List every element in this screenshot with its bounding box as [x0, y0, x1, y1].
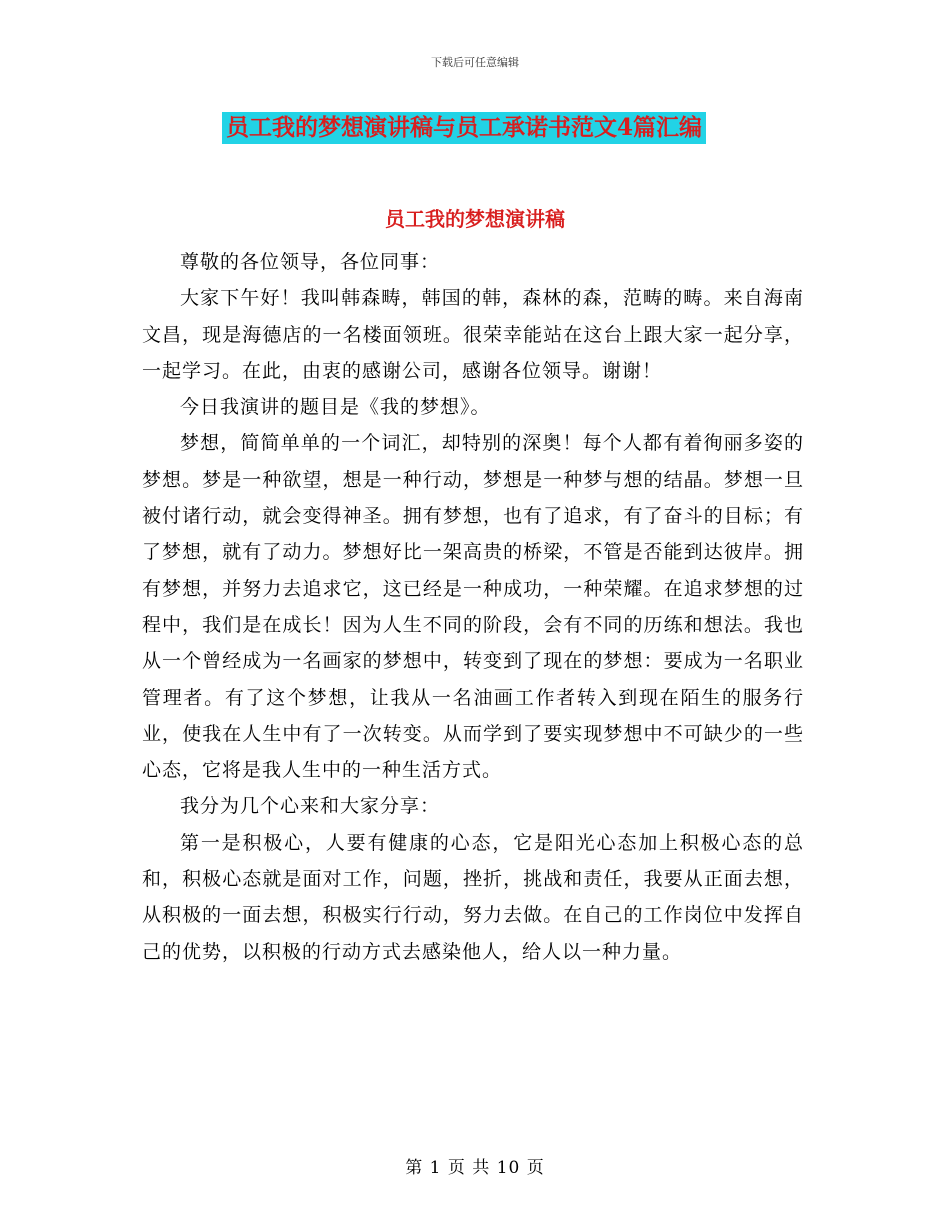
paragraph: 我分为几个心来和大家分享：: [180, 795, 441, 818]
page-number: 第 1 页 共 10 页: [405, 1158, 545, 1178]
paragraph: 梦想，简简单单的一个词汇，却特别的深奥！每个人都有着徇丽多姿的梦想。梦是一种欲望，想是一种行动，梦想是一种梦与想的结晶。梦想一旦被付诸行动，就会变得神圣。拥有梦想，也有了追求，有了奋斗的目标；有了梦想，就有了动力。梦想好比一架高贵的桥梁，不管是否能到达彼岸。拥有梦想，并努力去追求它，这已经是一种成功，一种荣耀。在追求梦想的过程中，我们是在成长！因为人生不同的阶段，会有不同的历练和想法。我也从一个曾经成为一名画家的梦想中，转变到了现在的梦想：要成为一名职业管理者。有了这个梦想，让我从一名油画工作者转入到现在陌生的服务行业，使我在人生中有了一次转变。从而学到了要实现梦想中不可缺少的一些心态，它将是我人生中的一种生活方式。: [142, 432, 804, 782]
header-note: 下载后可任意编辑: [431, 56, 519, 69]
paragraph: 第一是积极心，人要有健康的心态，它是阳光心态加上积极心态的总和，积极心态就是面对工作，问题，挫折，挑战和责任，我要从正面去想，从积极的一面去想，积极实行行动，努力去做。在自己的工作岗位中发挥自己的优势，以积极的行动方式去感染他人，给人以一种力量。: [142, 831, 804, 963]
section-title: 员工我的梦想演讲稿: [385, 207, 565, 231]
paragraph: 今日我演讲的题目是《我的梦想》。: [180, 396, 491, 419]
paragraph: 尊敬的各位领导，各位同事：: [180, 251, 441, 273]
document-body: [142, 244, 804, 970]
document-title: 员工我的梦想演讲稿与员工承诺书范文4篇汇编: [222, 112, 706, 144]
paragraph: 大家下午好！我叫韩森畴，韩国的韩，森林的森，范畴的畴。来自海南文昌，现是海德店的一名楼面领班。很荣幸能站在这台上跟大家一起分享，一起学习。在此，由衷的感谢公司，感谢各位领导。谢谢！: [142, 287, 804, 382]
